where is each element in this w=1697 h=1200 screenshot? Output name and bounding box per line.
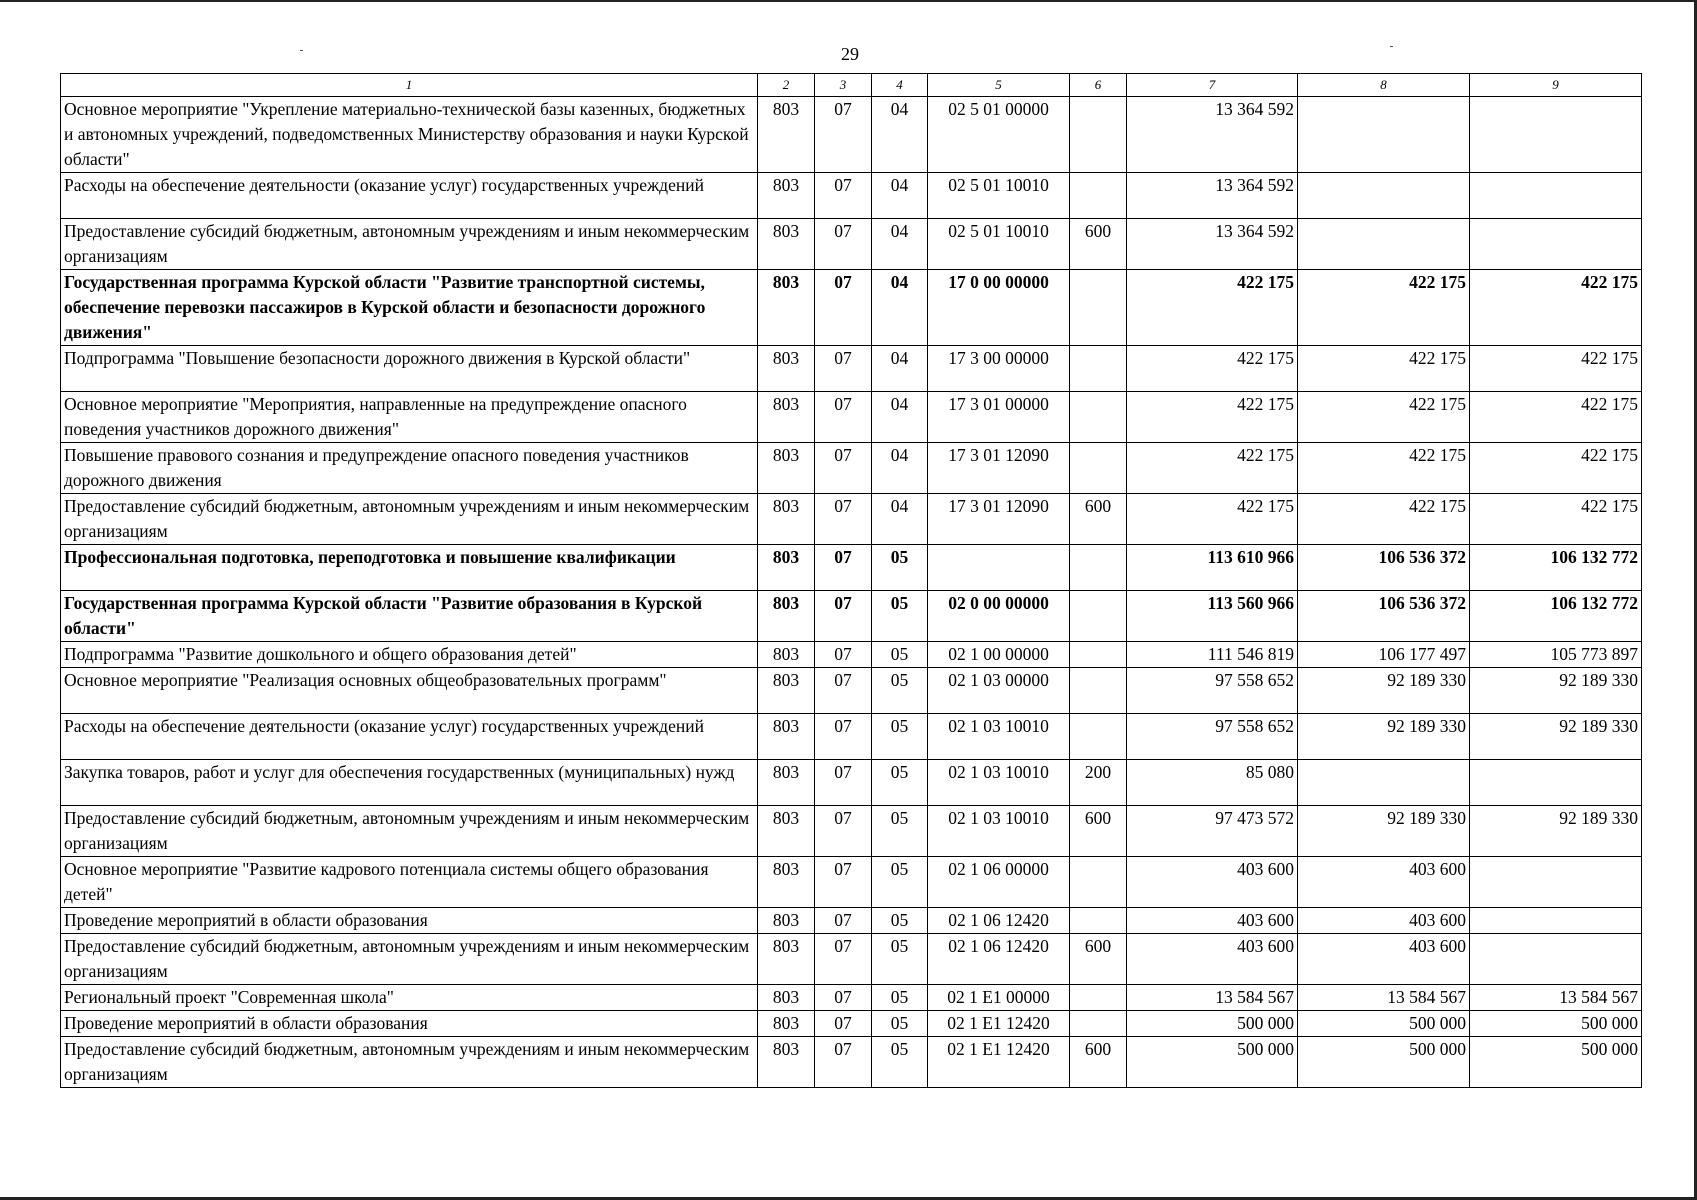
row-section: 07: [815, 985, 872, 1011]
row-target-item: 02 1 03 10010: [928, 806, 1070, 857]
row-subsection: 05: [872, 806, 928, 857]
header-col-8: 8: [1298, 74, 1470, 97]
header-col-9: 9: [1470, 74, 1642, 97]
row-section: 07: [815, 97, 872, 173]
row-section: 07: [815, 668, 872, 714]
row-amount-col-9: [1470, 760, 1642, 806]
row-target-item: 02 1 06 12420: [928, 934, 1070, 985]
row-amount-col-8: 500 000: [1298, 1037, 1470, 1088]
row-subsection: 05: [872, 545, 928, 591]
row-subsection: 05: [872, 857, 928, 908]
row-admin-code: 803: [758, 934, 815, 985]
row-section: 07: [815, 908, 872, 934]
row-name: Предоставление субсидий бюджетным, автономным учреждениям и иным некоммерческим организациям: [61, 219, 758, 270]
row-section: 07: [815, 1011, 872, 1037]
row-name: Предоставление субсидий бюджетным, автономным учреждениям и иным некоммерческим организациям: [61, 494, 758, 545]
row-section: 07: [815, 494, 872, 545]
row-admin-code: 803: [758, 346, 815, 392]
row-section: 07: [815, 346, 872, 392]
row-section: 07: [815, 1037, 872, 1088]
row-target-item: 17 3 01 00000: [928, 392, 1070, 443]
header-col-6: 6: [1070, 74, 1127, 97]
row-amount-col-8: 422 175: [1298, 346, 1470, 392]
row-subsection: 04: [872, 173, 928, 219]
row-section: 07: [815, 806, 872, 857]
row-section: 07: [815, 760, 872, 806]
row-section: 07: [815, 219, 872, 270]
row-amount-col-8: 403 600: [1298, 857, 1470, 908]
table-row: [61, 97, 1642, 173]
row-expense-type: [1070, 545, 1127, 591]
row-amount-col-7: 500 000: [1127, 1037, 1298, 1088]
row-expense-type: [1070, 985, 1127, 1011]
row-admin-code: 803: [758, 392, 815, 443]
row-target-item: 02 0 00 00000: [928, 591, 1070, 642]
row-amount-col-9: 422 175: [1470, 270, 1642, 346]
row-expense-type: [1070, 1011, 1127, 1037]
row-amount-col-9: [1470, 908, 1642, 934]
row-amount-col-7: 97 558 652: [1127, 668, 1298, 714]
row-amount-col-8: [1298, 760, 1470, 806]
table-row: [61, 806, 1642, 857]
row-amount-col-9: 92 189 330: [1470, 668, 1642, 714]
row-target-item: 02 1 00 00000: [928, 642, 1070, 668]
row-amount-col-9: 422 175: [1470, 392, 1642, 443]
row-amount-col-9: 422 175: [1470, 346, 1642, 392]
row-name: Подпрограмма "Развитие дошкольного и общего образования детей": [61, 642, 758, 668]
row-amount-col-9: 92 189 330: [1470, 714, 1642, 760]
table-body: [61, 97, 1642, 1088]
row-expense-type: [1070, 714, 1127, 760]
row-expense-type: [1070, 97, 1127, 173]
row-expense-type: [1070, 857, 1127, 908]
scan-top-edge: [0, 0, 1697, 2]
row-subsection: 05: [872, 985, 928, 1011]
header-col-5: 5: [928, 74, 1070, 97]
row-name: Основное мероприятие "Укрепление материально-технической базы казенных, бюджетных и автономных учреждений, подведомственных Министерству образования и науки Курской области": [61, 97, 758, 173]
row-expense-type: [1070, 443, 1127, 494]
row-amount-col-7: 97 558 652: [1127, 714, 1298, 760]
row-admin-code: 803: [758, 985, 815, 1011]
row-amount-col-9: [1470, 97, 1642, 173]
table-row: [61, 642, 1642, 668]
row-section: 07: [815, 642, 872, 668]
row-section: 07: [815, 934, 872, 985]
row-admin-code: 803: [758, 545, 815, 591]
row-subsection: 04: [872, 443, 928, 494]
row-section: 07: [815, 714, 872, 760]
row-section: 07: [815, 392, 872, 443]
row-amount-col-9: [1470, 219, 1642, 270]
row-subsection: 05: [872, 1037, 928, 1088]
row-name: Расходы на обеспечение деятельности (оказание услуг) государственных учреждений: [61, 173, 758, 219]
row-amount-col-9: [1470, 934, 1642, 985]
row-target-item: 02 1 03 00000: [928, 668, 1070, 714]
row-amount-col-8: 422 175: [1298, 270, 1470, 346]
row-admin-code: 803: [758, 443, 815, 494]
row-target-item: 02 1 E1 00000: [928, 985, 1070, 1011]
row-target-item: [928, 545, 1070, 591]
row-expense-type: 600: [1070, 934, 1127, 985]
header-col-3: 3: [815, 74, 872, 97]
row-amount-col-8: 13 584 567: [1298, 985, 1470, 1011]
row-target-item: 02 1 E1 12420: [928, 1011, 1070, 1037]
row-subsection: 05: [872, 1011, 928, 1037]
row-admin-code: 803: [758, 642, 815, 668]
row-amount-col-9: 500 000: [1470, 1011, 1642, 1037]
row-amount-col-7: 422 175: [1127, 392, 1298, 443]
table-row: [61, 985, 1642, 1011]
row-target-item: 02 1 06 00000: [928, 857, 1070, 908]
row-target-item: 02 1 E1 12420: [928, 1037, 1070, 1088]
page-number: 29: [841, 44, 859, 64]
row-name: Государственная программа Курской области "Развитие образования в Курской области": [61, 591, 758, 642]
row-expense-type: [1070, 908, 1127, 934]
row-amount-col-8: 106 536 372: [1298, 545, 1470, 591]
table-row: [61, 173, 1642, 219]
header-col-2: 2: [758, 74, 815, 97]
budget-table: [60, 73, 1642, 1088]
row-amount-col-7: 113 610 966: [1127, 545, 1298, 591]
row-amount-col-7: 113 560 966: [1127, 591, 1298, 642]
row-amount-col-7: 111 546 819: [1127, 642, 1298, 668]
row-amount-col-7: 422 175: [1127, 270, 1298, 346]
row-amount-col-9: 92 189 330: [1470, 806, 1642, 857]
row-target-item: 02 1 03 10010: [928, 714, 1070, 760]
row-admin-code: 803: [758, 173, 815, 219]
row-amount-col-7: 13 364 592: [1127, 173, 1298, 219]
row-amount-col-8: 403 600: [1298, 908, 1470, 934]
row-expense-type: [1070, 642, 1127, 668]
table-row: [61, 1011, 1642, 1037]
header-col-7: 7: [1127, 74, 1298, 97]
row-target-item: 17 3 01 12090: [928, 494, 1070, 545]
table-row: [61, 760, 1642, 806]
row-expense-type: [1070, 173, 1127, 219]
row-amount-col-9: 106 132 772: [1470, 545, 1642, 591]
row-subsection: 05: [872, 668, 928, 714]
row-amount-col-8: 106 177 497: [1298, 642, 1470, 668]
row-target-item: 02 5 01 10010: [928, 219, 1070, 270]
table-row: [61, 443, 1642, 494]
row-name: Подпрограмма "Повышение безопасности дорожного движения в Курской области": [61, 346, 758, 392]
row-name: Государственная программа Курской области "Развитие транспортной системы, обеспечение перевозки пассажиров в Курской области и безопасности дорожного движения": [61, 270, 758, 346]
table-row: [61, 591, 1642, 642]
row-amount-col-9: 13 584 567: [1470, 985, 1642, 1011]
row-section: 07: [815, 545, 872, 591]
row-amount-col-8: [1298, 97, 1470, 173]
row-target-item: 17 0 00 00000: [928, 270, 1070, 346]
row-expense-type: 600: [1070, 806, 1127, 857]
row-amount-col-7: 403 600: [1127, 857, 1298, 908]
row-subsection: 05: [872, 642, 928, 668]
row-section: 07: [815, 443, 872, 494]
row-amount-col-8: 422 175: [1298, 494, 1470, 545]
row-name: Предоставление субсидий бюджетным, автономным учреждениям и иным некоммерческим организациям: [61, 806, 758, 857]
table-row: [61, 668, 1642, 714]
row-target-item: 02 1 06 12420: [928, 908, 1070, 934]
row-target-item: 02 5 01 10010: [928, 173, 1070, 219]
row-amount-col-9: 106 132 772: [1470, 591, 1642, 642]
row-name: Проведение мероприятий в области образования: [61, 1011, 758, 1037]
row-admin-code: 803: [758, 1011, 815, 1037]
row-amount-col-7: 403 600: [1127, 908, 1298, 934]
row-amount-col-8: 422 175: [1298, 392, 1470, 443]
row-expense-type: 600: [1070, 1037, 1127, 1088]
row-amount-col-8: 500 000: [1298, 1011, 1470, 1037]
row-admin-code: 803: [758, 219, 815, 270]
row-amount-col-7: 85 080: [1127, 760, 1298, 806]
row-amount-col-9: 422 175: [1470, 494, 1642, 545]
table-row: [61, 392, 1642, 443]
row-amount-col-8: 106 536 372: [1298, 591, 1470, 642]
header-col-1: 1: [61, 74, 758, 97]
row-name: Повышение правового сознания и предупреждение опасного поведения участников дорожного движения: [61, 443, 758, 494]
row-expense-type: 600: [1070, 494, 1127, 545]
row-amount-col-8: 422 175: [1298, 443, 1470, 494]
row-admin-code: 803: [758, 857, 815, 908]
table-row: [61, 219, 1642, 270]
row-name: Основное мероприятие "Реализация основных общеобразовательных программ": [61, 668, 758, 714]
row-admin-code: 803: [758, 1037, 815, 1088]
row-name: Проведение мероприятий в области образования: [61, 908, 758, 934]
row-admin-code: 803: [758, 270, 815, 346]
row-target-item: 17 3 01 12090: [928, 443, 1070, 494]
row-subsection: 04: [872, 219, 928, 270]
row-admin-code: 803: [758, 97, 815, 173]
row-subsection: 05: [872, 934, 928, 985]
row-amount-col-9: [1470, 857, 1642, 908]
row-target-item: 02 1 03 10010: [928, 760, 1070, 806]
row-target-item: 02 5 01 00000: [928, 97, 1070, 173]
row-admin-code: 803: [758, 668, 815, 714]
scan-speck: [1390, 46, 1393, 47]
row-expense-type: [1070, 270, 1127, 346]
row-subsection: 04: [872, 392, 928, 443]
table-row: [61, 908, 1642, 934]
row-expense-type: [1070, 392, 1127, 443]
row-amount-col-8: [1298, 219, 1470, 270]
scan-speck: [300, 50, 303, 51]
row-admin-code: 803: [758, 714, 815, 760]
table-row: [61, 545, 1642, 591]
table-row: [61, 494, 1642, 545]
row-amount-col-8: 403 600: [1298, 934, 1470, 985]
row-admin-code: 803: [758, 494, 815, 545]
header-row: [61, 74, 1642, 97]
row-admin-code: 803: [758, 806, 815, 857]
row-subsection: 04: [872, 346, 928, 392]
row-name: Профессиональная подготовка, переподготовка и повышение квалификации: [61, 545, 758, 591]
row-admin-code: 803: [758, 760, 815, 806]
row-subsection: 05: [872, 591, 928, 642]
row-name: Закупка товаров, работ и услуг для обеспечения государственных (муниципальных) нужд: [61, 760, 758, 806]
row-expense-type: [1070, 591, 1127, 642]
row-expense-type: [1070, 346, 1127, 392]
row-name: Основное мероприятие "Развитие кадрового потенциала системы общего образования детей": [61, 857, 758, 908]
row-expense-type: 600: [1070, 219, 1127, 270]
row-admin-code: 803: [758, 591, 815, 642]
row-amount-col-7: 13 364 592: [1127, 219, 1298, 270]
row-amount-col-7: 97 473 572: [1127, 806, 1298, 857]
row-subsection: 05: [872, 760, 928, 806]
row-subsection: 04: [872, 494, 928, 545]
row-section: 07: [815, 270, 872, 346]
row-amount-col-7: 500 000: [1127, 1011, 1298, 1037]
header-col-4: 4: [872, 74, 928, 97]
row-amount-col-9: 500 000: [1470, 1037, 1642, 1088]
row-subsection: 04: [872, 270, 928, 346]
row-amount-col-8: 92 189 330: [1298, 714, 1470, 760]
row-name: Основное мероприятие "Мероприятия, направленные на предупреждение опасного поведения участников дорожного движения": [61, 392, 758, 443]
row-name: Региональный проект "Современная школа": [61, 985, 758, 1011]
row-expense-type: 200: [1070, 760, 1127, 806]
row-admin-code: 803: [758, 908, 815, 934]
row-name: Предоставление субсидий бюджетным, автономным учреждениям и иным некоммерческим организациям: [61, 1037, 758, 1088]
row-amount-col-7: 13 364 592: [1127, 97, 1298, 173]
table-row: [61, 1037, 1642, 1088]
row-expense-type: [1070, 668, 1127, 714]
row-name: Предоставление субсидий бюджетным, автономным учреждениям и иным некоммерческим организациям: [61, 934, 758, 985]
row-amount-col-7: 422 175: [1127, 443, 1298, 494]
row-amount-col-8: 92 189 330: [1298, 806, 1470, 857]
row-subsection: 05: [872, 714, 928, 760]
table-row: [61, 346, 1642, 392]
row-amount-col-7: 13 584 567: [1127, 985, 1298, 1011]
table-row: [61, 934, 1642, 985]
row-target-item: 17 3 00 00000: [928, 346, 1070, 392]
table-row: [61, 857, 1642, 908]
row-section: 07: [815, 591, 872, 642]
row-section: 07: [815, 857, 872, 908]
row-subsection: 04: [872, 97, 928, 173]
row-amount-col-9: [1470, 173, 1642, 219]
row-name: Расходы на обеспечение деятельности (оказание услуг) государственных учреждений: [61, 714, 758, 760]
row-amount-col-7: 422 175: [1127, 494, 1298, 545]
row-amount-col-7: 422 175: [1127, 346, 1298, 392]
row-amount-col-8: 92 189 330: [1298, 668, 1470, 714]
table-row: [61, 270, 1642, 346]
row-amount-col-8: [1298, 173, 1470, 219]
row-section: 07: [815, 173, 872, 219]
table-row: [61, 714, 1642, 760]
row-amount-col-9: 105 773 897: [1470, 642, 1642, 668]
row-amount-col-7: 403 600: [1127, 934, 1298, 985]
row-subsection: 05: [872, 908, 928, 934]
row-amount-col-9: 422 175: [1470, 443, 1642, 494]
